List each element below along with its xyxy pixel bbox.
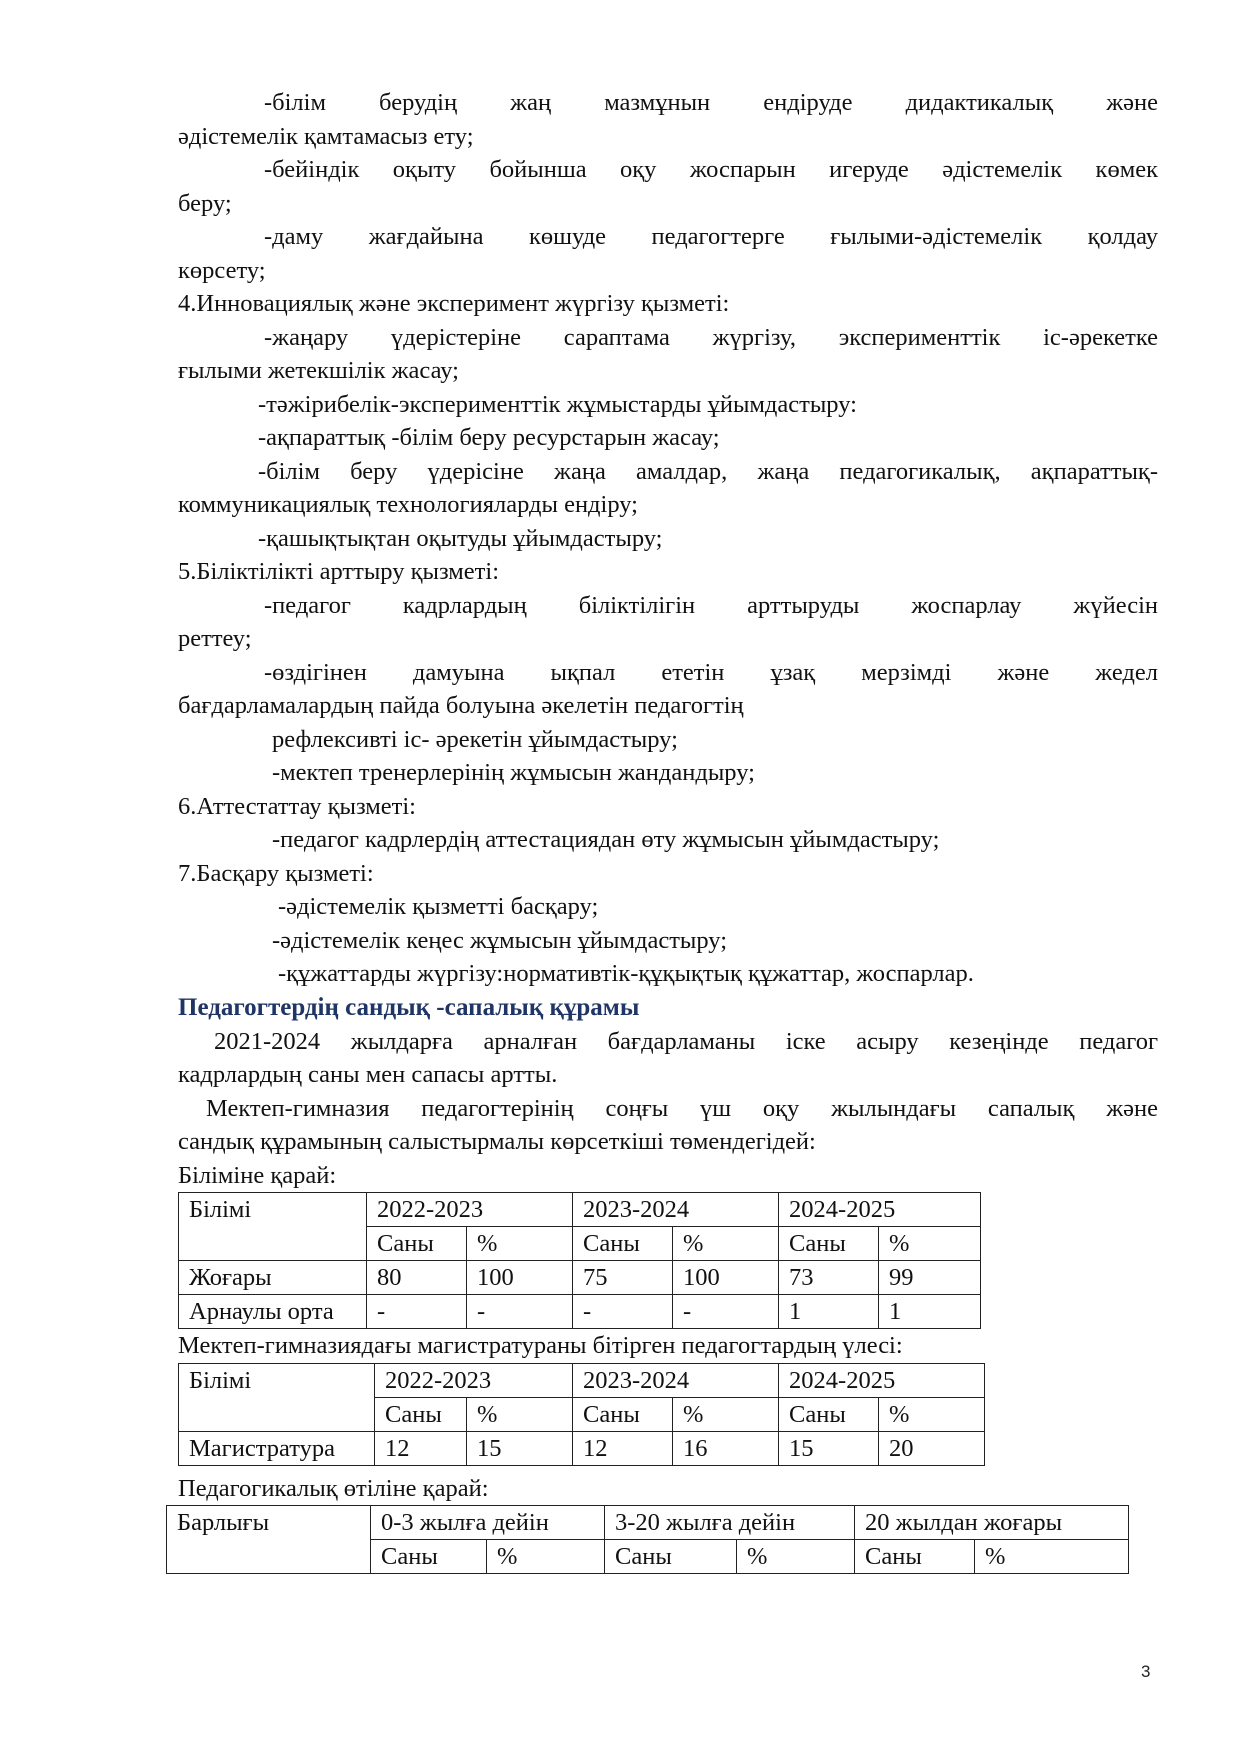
table1-sub: Саны [367,1227,467,1261]
masters-table [178,1363,985,1466]
table-cell: 100 [467,1261,573,1295]
table2-year: 2022-2023 [375,1363,573,1397]
text-line: көрсету; [178,256,266,284]
row-label: Арнаулы орта [179,1295,367,1329]
table3-sub: Саны [371,1540,487,1574]
intro-paragraph [178,1025,1158,1159]
text-line: сандық құрамының салыстырмалы көрсеткіші төмендегідей: [178,1128,816,1155]
table1-sub: % [879,1227,981,1261]
table3-sub: % [737,1540,855,1574]
table2-sub: % [879,1397,985,1431]
table1-sub: % [673,1227,779,1261]
table2-sub: Саны [573,1397,673,1431]
document-page [178,86,1158,1574]
table3-group: 3-20 жылға дейін [605,1506,855,1540]
table-cell: 99 [879,1261,981,1295]
table-cell: 100 [673,1261,779,1295]
text-line: -бейіндік оқыту бойынша оқу жоспарын игеруде әдістемелік көмек [264,156,1158,183]
text-line: 2021-2024 жылдарға арналған бағдарламаны іске асыру кезеңінде педагог [214,1027,1158,1055]
table2-sub: Саны [375,1397,467,1431]
text-line: 4.Инновациялық және эксперимент жүргізу қызметі: [178,290,730,317]
text-line: -жаңару үдерістеріне сараптама жүргізу, эксперименттік іс-әрекетке [264,323,1158,351]
text-line: -даму жағдайына көшуде педагогтерге ғылыми-әдістемелік қолдау [264,223,1158,250]
text-line: -педагог кадрлардың біліктілігін арттыруды жоспарлау жүйесін [264,591,1158,619]
section-heading: Педагогтердің сандық -сапалық құрамы [178,993,640,1021]
table3-corner: Барлығы [167,1506,371,1574]
text-line: -педагог кадрлердің аттестациядан өту жұмысын ұйымдастыру; [272,826,940,853]
table-cell: - [673,1295,779,1329]
text-line: кадрлардың саны мен сапасы артты. [178,1061,558,1088]
row-label: Жоғары [179,1261,367,1295]
table-cell: 75 [573,1261,673,1295]
table2-year: 2024-2025 [779,1363,985,1397]
text-line: -ақпараттық -білім беру ресурстарын жасау; [258,424,720,451]
table1-caption: Біліміне қарай: [178,1161,337,1189]
table1-sub: Саны [779,1227,879,1261]
table-cell: - [467,1295,573,1329]
table-cell: 20 [879,1431,985,1465]
table-cell: 16 [673,1431,779,1465]
experience-table [166,1505,1129,1574]
text-line: -мектеп тренерлерінің жұмысын жандандыру; [272,759,755,786]
table2-sub: % [673,1397,779,1431]
table2-caption: Мектеп-гимназиядағы магистратураны бітірген педагогтардың үлесі: [178,1332,903,1359]
page-number: 3 [1141,1662,1151,1681]
text-line: беру; [178,189,232,217]
body-text [178,86,1158,991]
table-cell: 80 [367,1261,467,1295]
table3-sub: % [487,1540,605,1574]
text-line: ғылыми жетекшілік жасау; [178,357,459,384]
table-cell: 1 [879,1295,981,1329]
text-line: -өздігінен дамуына ықпал ететін ұзақ мерзімді және жедел [264,658,1158,686]
table3-sub: Саны [605,1540,737,1574]
text-line: 7.Басқару қызметі: [178,859,374,887]
table-row [179,1261,981,1295]
table2-corner: Білімі [179,1363,375,1431]
table-cell: 1 [779,1295,879,1329]
text-line: -білім берудің жаң мазмұнын ендіруде дидактикалық және [264,89,1158,116]
table1-year: 2024-2025 [779,1193,981,1227]
table1-corner: Білімі [179,1193,367,1261]
table1-year: 2023-2024 [573,1193,779,1227]
text-line: -тәжірибелік-эксперименттік жұмыстарды ұйымдастыру: [258,390,857,418]
table2-sub: Саны [779,1397,879,1431]
table-cell: 12 [375,1431,467,1465]
text-line: -құжаттарды жүргізу:нормативтік-құқықтық құжаттар, жоспарлар. [278,960,974,987]
table-cell: 15 [467,1431,573,1465]
text-line: коммуникациялық технологияларды ендіру; [178,491,638,518]
text-line: -әдістемелік кеңес жұмысын ұйымдастыру; [272,926,728,954]
table-cell: 73 [779,1261,879,1295]
text-line: -қашықтықтан оқытуды ұйымдастыру; [258,524,663,552]
table2-year: 2023-2024 [573,1363,779,1397]
table3-group: 20 жылдан жоғары [855,1506,1129,1540]
text-line: -білім беру үдерісіне жаңа амалдар, жаңа педагогикалық, ақпараттық- [258,457,1158,485]
text-line: -әдістемелік қызметті басқару; [278,893,599,920]
text-line: Мектеп-гимназия педагогтерінің соңғы үш оқу жылындағы сапалық және [206,1094,1158,1122]
table-cell: - [367,1295,467,1329]
row-label: Магистратура [179,1431,375,1465]
table2-sub: % [467,1397,573,1431]
table-row [179,1295,981,1329]
text-line: 5.Біліктілікті арттыру қызметі: [178,558,500,585]
text-line: 6.Аттестаттау қызметі: [178,792,416,820]
table3-sub: Саны [855,1540,975,1574]
table-cell: 12 [573,1431,673,1465]
text-line: реттеу; [178,625,252,652]
education-table [178,1192,981,1329]
table1-year: 2022-2023 [367,1193,573,1227]
table3-sub: % [975,1540,1129,1574]
table1-sub: % [467,1227,573,1261]
table3-group: 0-3 жылға дейін [371,1506,605,1540]
table-cell: - [573,1295,673,1329]
text-line: рефлексивті іс- әрекетін ұйымдастыру; [272,725,678,753]
table3-caption: Педагогикалық өтіліне қарай: [178,1474,489,1502]
table-cell: 15 [779,1431,879,1465]
table1-sub: Саны [573,1227,673,1261]
table-row [179,1431,985,1465]
text-line: әдістемелік қамтамасыз ету; [178,122,474,150]
text-line: бағдарламалардың пайда болуына әкелетін педагогтің [178,692,744,719]
